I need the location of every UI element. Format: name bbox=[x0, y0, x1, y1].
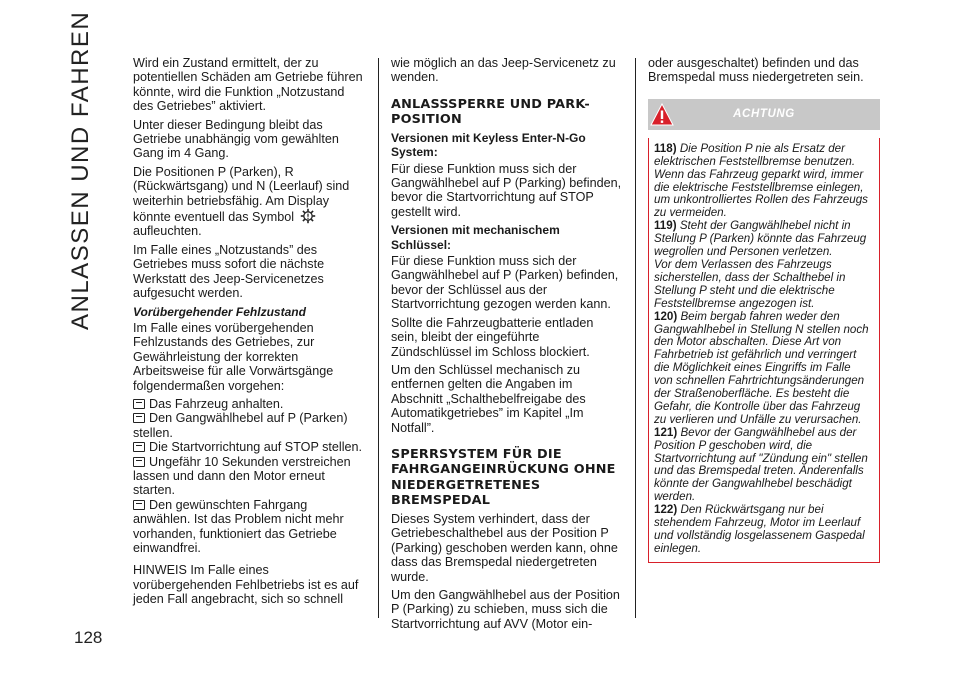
paragraph: Wird ein Zustand ermittelt, der zu potentiellen Schäden am Getriebe führen könnte, wird die Funktion „Notzustand des Getriebes” aktiviert. bbox=[133, 56, 363, 114]
paragraph: HINWEIS Im Falle eines vorübergehenden Fehlbetriebs ist es auf jeden Fall angebracht, sich so schnell bbox=[133, 563, 359, 607]
paragraph: Dieses System verhindert, dass der Getriebeschalthebel aus der Position P (Parking) geschoben werden kann, ohne dass das Bremspedal niedergetreten wurde. bbox=[391, 511, 618, 584]
warning-triangle-icon bbox=[650, 103, 674, 127]
column-1 bbox=[133, 56, 365, 611]
bullet-box-icon bbox=[133, 442, 145, 452]
page-number: 128 bbox=[74, 628, 103, 647]
paragraph: Im Falle eines vorübergehenden Fehlzustands des Getriebes, zur Gewährleistung der korrekten Arbeitsweise für alle Vorwärtsgänge folgendermaßen vorgehen: bbox=[133, 320, 334, 393]
paragraph: Im Falle eines „Notzustands” des Getriebes muss sofort die nächste Werkstatt des Jeep-Servicenetzes aufgesucht werden. bbox=[133, 242, 325, 301]
list-item: Die Startvorrichtung auf STOP stellen. bbox=[133, 440, 365, 454]
paragraph bbox=[133, 165, 365, 239]
paragraph: Um den Gangwählhebel aus der Position P (Parking) zu schieben, muss sich die Startvorrichtung auf AVV (Motor ein- bbox=[391, 587, 620, 631]
paragraph: Sollte die Fahrzeugbatterie entladen sein, bleibt der eingeführte Zündschlüssel im Schloss blockiert. bbox=[391, 315, 594, 359]
achtung-band bbox=[648, 99, 880, 130]
warning-item: 121) Bevor der Gangwählhebel aus der Position P geschoben wird, die Startvorrichtung auf "Zündung ein" stellen und das Bremspedal treten. Anderenfalls könnte der Gangwahlhebel beschädigt werden. bbox=[654, 425, 868, 504]
column-3 bbox=[648, 56, 880, 563]
sub-heading: Versionen mit Keyless Enter-N-Go System: bbox=[391, 130, 586, 160]
section-heading: ANLASSSPERRE UND PARK-POSITION bbox=[391, 96, 590, 128]
section-title: ANLASSEN UND FAHREN bbox=[67, 10, 94, 330]
paragraph: wie möglich an das Jeep-Servicenetz zu wenden. bbox=[391, 56, 616, 85]
list-item: Ungefähr 10 Sekunden verstreichen lassen und dann den Motor erneut starten. bbox=[133, 454, 351, 498]
list-item: Das Fahrzeug anhalten. bbox=[133, 397, 365, 411]
column-divider bbox=[378, 58, 379, 618]
warning-item: 122) Den Rückwärtsgang nur bei stehendem Fahrzeug, Motor im Leerlauf und vollständig losgelassenem Gaspedal einlegen. bbox=[654, 503, 865, 555]
warning-box bbox=[648, 138, 880, 563]
paragraph-text: aufleuchten. bbox=[133, 224, 202, 239]
column-divider bbox=[635, 58, 636, 618]
paragraph: Unter dieser Bedingung bleibt das Getriebe unabhängig vom gewählten Gang im 4 Gang. bbox=[133, 117, 339, 161]
section-heading: SPERRSYSTEM FÜR DIE FAHRGANGEINRÜCKUNG OHNE NIEDERGETRETENES BREMSPEDAL bbox=[391, 446, 616, 509]
paragraph: Um den Schlüssel mechanisch zu entfernen gelten die Angaben im Abschnitt „Schalthebelfreigabe des Automatikgetriebes” im Kapitel „Im Notfall”. bbox=[391, 362, 586, 435]
list-item: Den Gangwählhebel auf P (Parken) stellen. bbox=[133, 411, 348, 440]
warning-item: 118) Die Position P nie als Ersatz der elektrischen Feststellbremse benutzen. Wenn das Fahrzeug geparkt wird, immer die elektrische Feststellbremse einlegen, um unkontrolliertes Rollen des Fahrzeugs zu vermeiden. bbox=[654, 141, 868, 220]
paragraph: oder ausgeschaltet) befinden und das Bremspedal muss niedergetreten sein. bbox=[648, 56, 864, 85]
sub-heading: Versionen mit mechanischem Schlüssel: bbox=[391, 223, 560, 252]
list-item: Den gewünschten Fahrgang anwählen. Ist das Problem nicht mehr vorhanden, funktioniert das Getriebe einwandfrei. bbox=[133, 497, 344, 555]
bullet-box-icon bbox=[133, 413, 145, 423]
warning-item: 120) Beim bergab fahren weder den Gangwahlhebel in Stellung N stellen noch den Motor abschalten. Diese Art von Fahrbetrieb ist gefährlich und verringert die Möglichkeit eines Eingriffs im Falle von schnellen Fahrtrichtungsänderungen der Straßenoberfläche. Es besteht die Gefahr, die Kontrolle über das Fahrzeug zu verlieren und Unfälle zu verursachen. bbox=[654, 309, 869, 426]
paragraph: Für diese Funktion muss sich der Gangwählhebel auf P (Parken) befinden, bevor der Schlüssel aus der Startvorrichtung gezogen werden kann. bbox=[391, 254, 619, 312]
paragraph-text: Die Positionen P (Parken), R (Rückwärtsgang) und N (Leerlauf) sind weiterhin betriebsfähig. Am Display könnte eventuell das Symbol bbox=[133, 164, 350, 225]
paragraph: Für diese Funktion muss sich der Gangwählhebel auf P (Parking) befinden, bevor die Startvorrichtung auf STOP gestellt wird. bbox=[391, 161, 622, 219]
column-2 bbox=[391, 56, 623, 635]
sub-heading: Vorübergehender Fehlzustand bbox=[133, 304, 306, 319]
bullet-box-icon bbox=[133, 457, 145, 467]
bullet-box-icon bbox=[133, 399, 145, 409]
bullet-box-icon bbox=[133, 500, 145, 510]
gear-warning-icon bbox=[300, 208, 316, 224]
warning-item: 119) Steht der Gangwählhebel nicht in Stellung P (Parken) könnte das Fahrzeug wegrollen und Personen verletzen. Vor dem Verlassen des Fahrzeugs sicherstellen, dass der Schalthebel in Stellung P steht und die elektrische Feststellbremse angezogen ist. bbox=[654, 219, 867, 310]
achtung-title: ACHTUNG bbox=[733, 108, 795, 121]
